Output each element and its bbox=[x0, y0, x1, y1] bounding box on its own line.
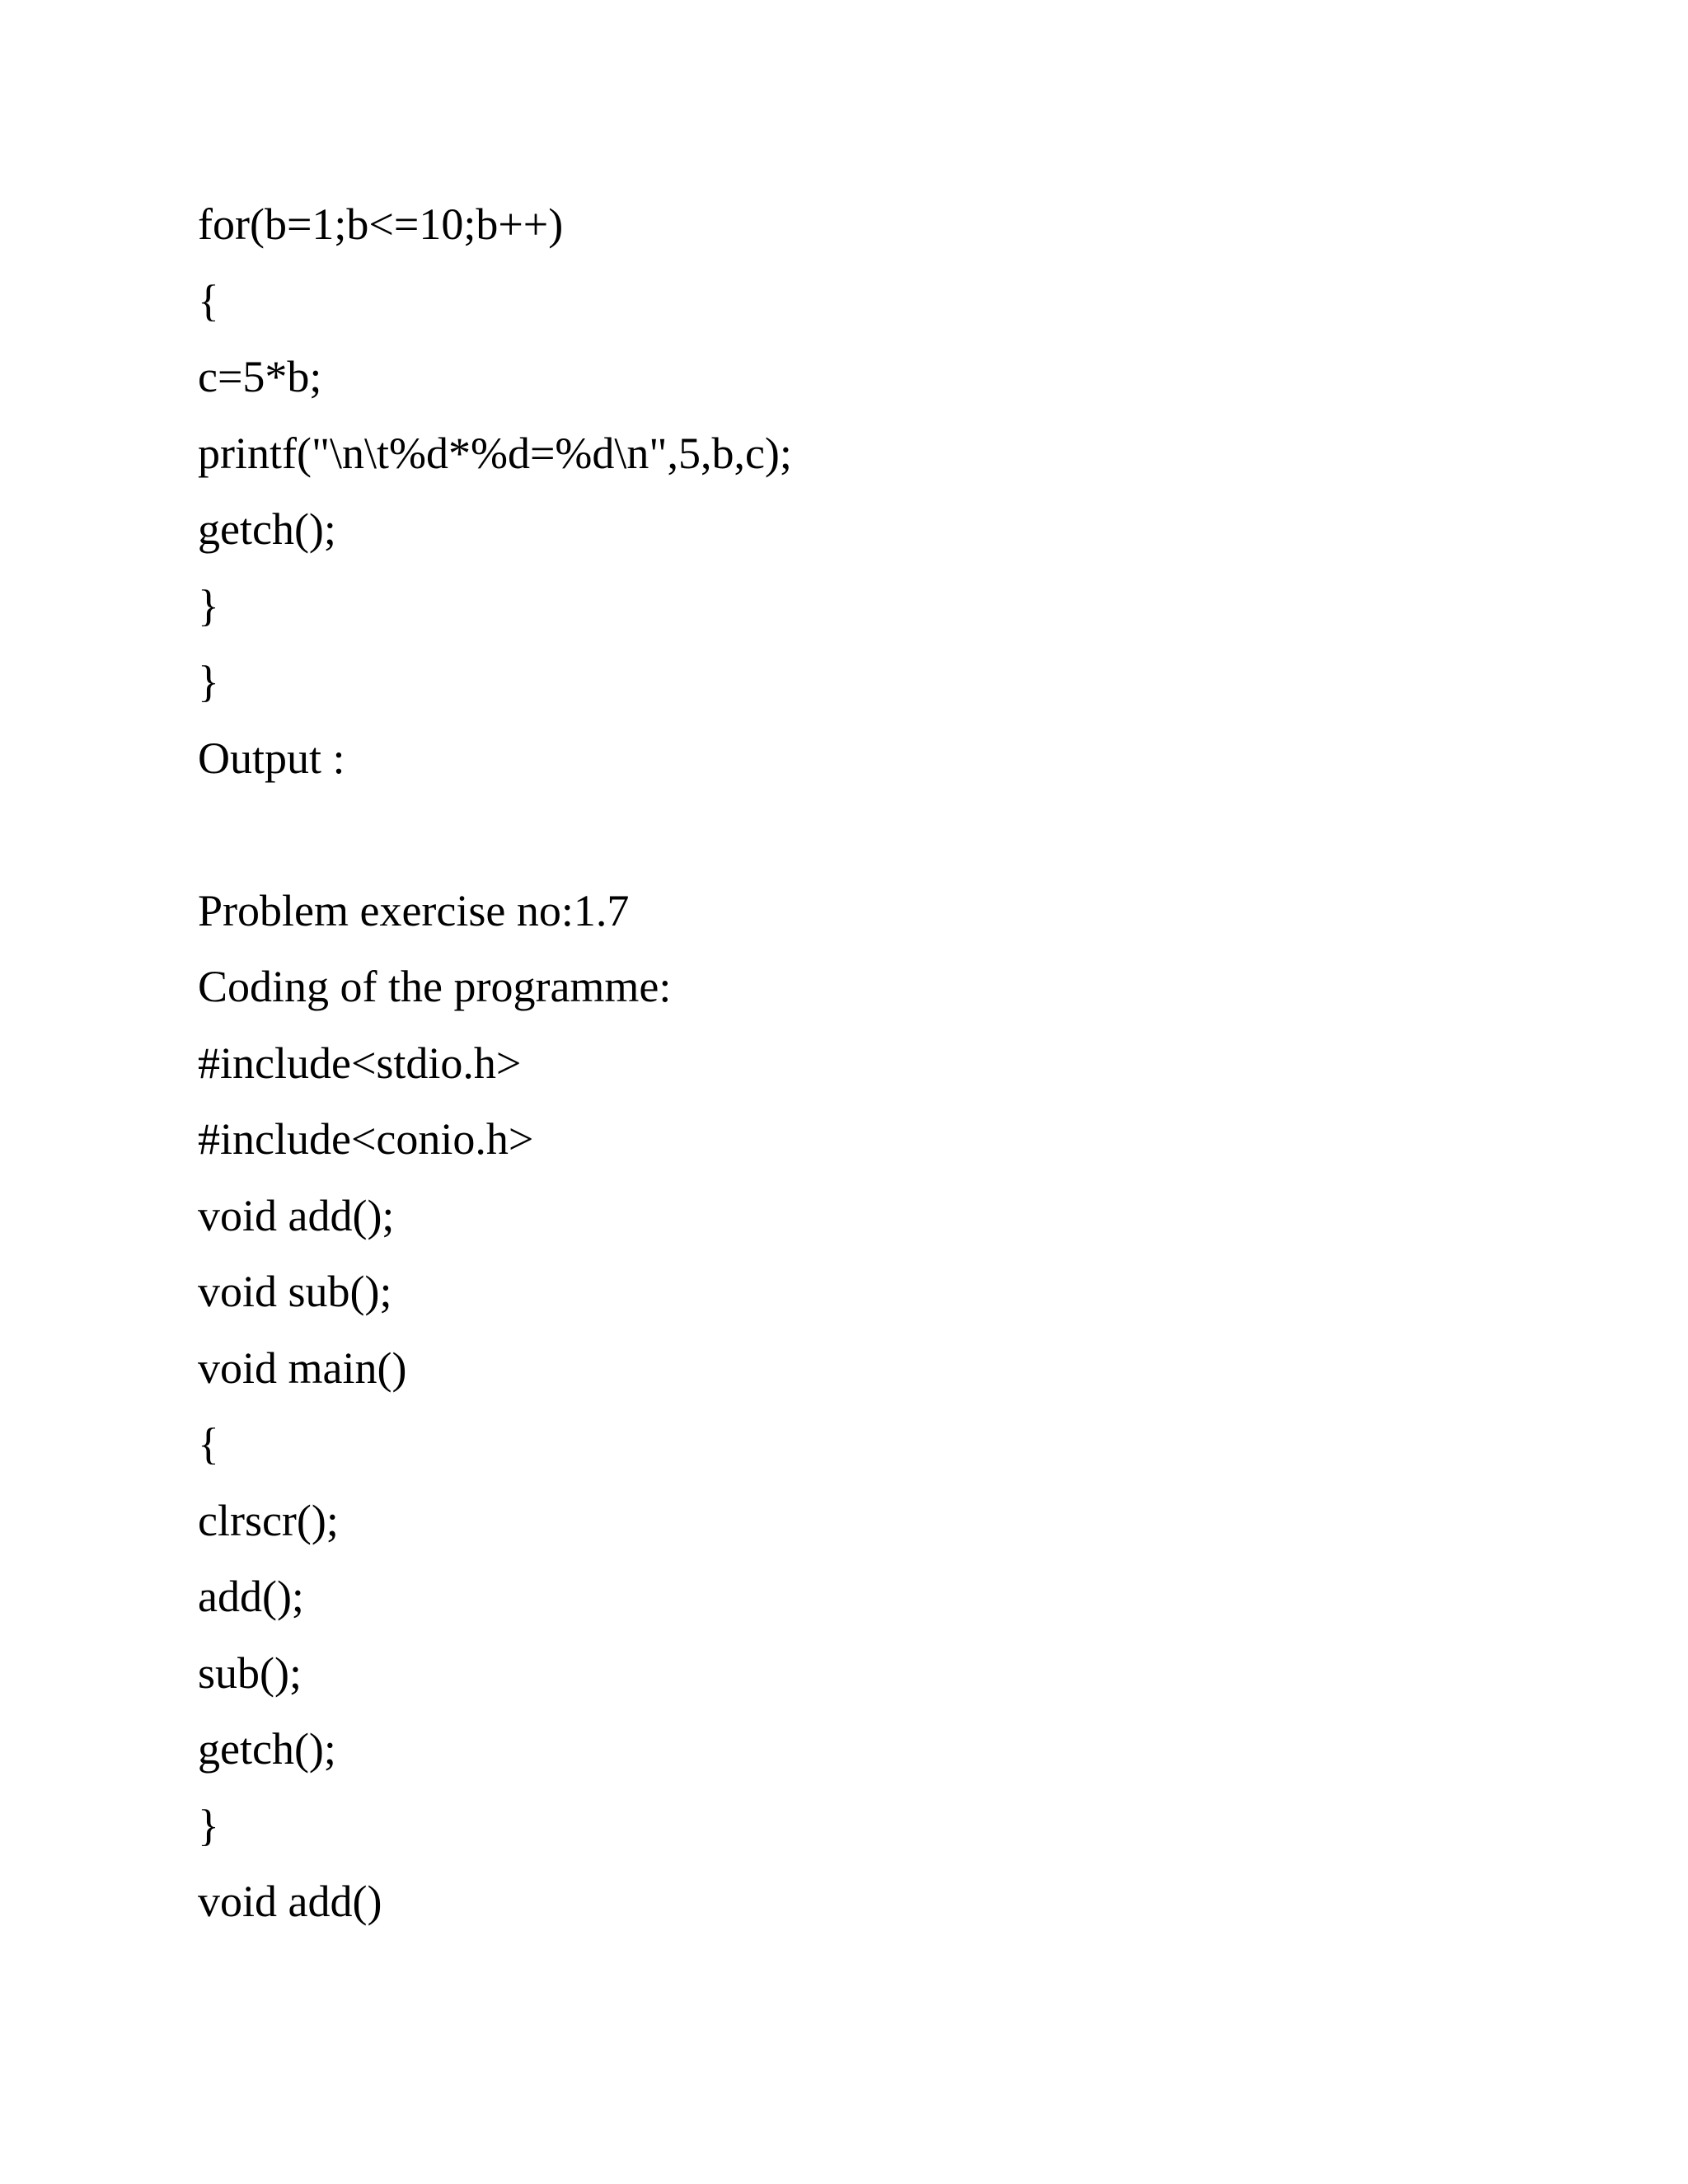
code-line-close-brace: } bbox=[198, 581, 219, 630]
code-line-close-brace: } bbox=[198, 657, 219, 706]
code-line-add-prototype: void add(); bbox=[198, 1191, 395, 1240]
code-line-getch: getch(); bbox=[198, 1724, 336, 1774]
code-line-assign: c=5*b; bbox=[198, 352, 322, 401]
code-line-clrscr: clrscr(); bbox=[198, 1496, 339, 1545]
code-line-add-call: add(); bbox=[198, 1572, 304, 1621]
code-line-add-definition: void add() bbox=[198, 1877, 382, 1926]
code-line-getch: getch(); bbox=[198, 504, 336, 554]
code-line-sub-call: sub(); bbox=[198, 1648, 302, 1698]
code-line-main: void main() bbox=[198, 1343, 407, 1393]
code-line-open-brace: { bbox=[198, 1419, 219, 1469]
code-line-open-brace: { bbox=[198, 276, 219, 326]
code-line-include-stdio: #include<stdio.h> bbox=[198, 1038, 522, 1088]
code-line-printf: printf("\n\t%d*%d=%d\n",5,b,c); bbox=[198, 429, 792, 478]
output-heading: Output : bbox=[198, 733, 345, 783]
code-line-include-conio: #include<conio.h> bbox=[198, 1114, 534, 1164]
exercise-heading: Problem exercise no:1.7 bbox=[198, 886, 630, 935]
code-line-close-brace: } bbox=[198, 1801, 219, 1850]
coding-heading: Coding of the programme: bbox=[198, 962, 672, 1011]
code-line-for-loop: for(b=1;b<=10;b++) bbox=[198, 199, 564, 249]
code-line-sub-prototype: void sub(); bbox=[198, 1267, 392, 1316]
